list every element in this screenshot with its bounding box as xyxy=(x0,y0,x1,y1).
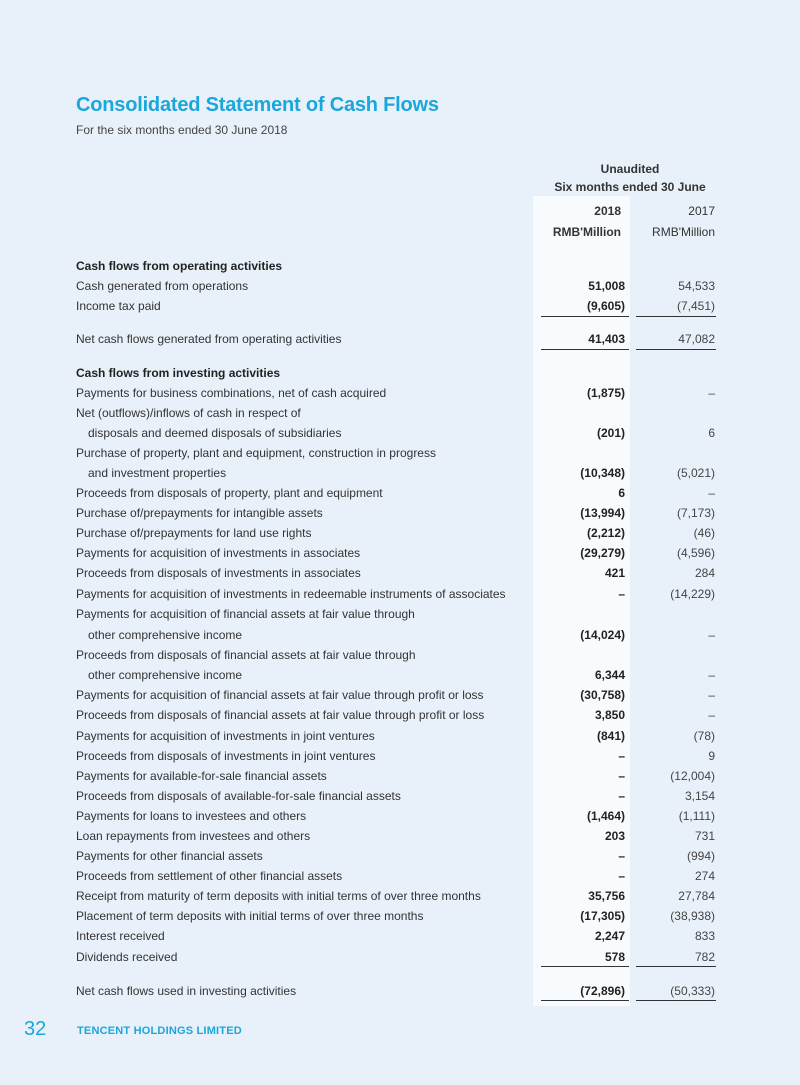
row-label: Purchase of property, plant and equipment, construction in progress xyxy=(76,446,436,460)
value-2017: 27,784 xyxy=(678,889,715,903)
row-label: Dividends received xyxy=(76,950,178,964)
value-2017: (78) xyxy=(693,729,715,743)
value-2018: 203 xyxy=(604,829,625,843)
table-row xyxy=(0,648,800,668)
table-row xyxy=(0,406,800,426)
year-2017-header: 2017 xyxy=(688,204,715,218)
value-2017: 6 xyxy=(708,426,715,440)
table-row xyxy=(0,789,800,809)
unit-2017-header: RMB'Million xyxy=(652,225,715,239)
value-2018: 41,403 xyxy=(588,332,625,346)
value-2017: 3,154 xyxy=(684,789,715,803)
table-row xyxy=(0,486,800,506)
table-row xyxy=(0,386,800,406)
value-2017: – xyxy=(708,628,715,642)
page-title: Consolidated Statement of Cash Flows xyxy=(76,94,439,116)
row-label: Purchase of/prepayments for intangible assets xyxy=(76,506,323,520)
table-row xyxy=(0,466,800,486)
value-2018: 3,850 xyxy=(594,708,625,722)
value-2017: (7,173) xyxy=(676,506,715,520)
value-2018: – xyxy=(618,869,625,883)
subtotal-rule-2017 xyxy=(636,1000,716,1001)
section-heading-row xyxy=(0,259,800,279)
period-header: Six months ended 30 June xyxy=(554,180,706,194)
section-heading-row xyxy=(0,366,800,386)
value-2018: (72,896) xyxy=(580,984,625,998)
row-label: Proceeds from disposals of investments in associates xyxy=(76,566,361,580)
value-2018: (29,279) xyxy=(580,546,625,560)
value-2018: 35,756 xyxy=(588,889,625,903)
value-2018: (30,758) xyxy=(580,688,625,702)
value-2017: 731 xyxy=(694,829,715,843)
value-2018: 6 xyxy=(618,486,625,500)
row-label: Net cash flows used in investing activities xyxy=(76,984,297,998)
subtotal-rule-2018 xyxy=(541,349,629,350)
table-row xyxy=(0,950,800,970)
row-label: Payments for acquisition of financial assets at fair value through xyxy=(76,607,415,621)
value-2018: 6,344 xyxy=(594,668,625,682)
value-2017: (5,021) xyxy=(676,466,715,480)
row-label: Proceeds from disposals of available-for-sale financial assets xyxy=(76,789,401,803)
row-label: Proceeds from disposals of investments in joint ventures xyxy=(76,749,376,763)
table-row xyxy=(0,668,800,688)
row-label: Payments for acquisition of investments in redeemable instruments of associates xyxy=(76,587,506,601)
row-label: Payments for acquisition of investments in joint ventures xyxy=(76,729,375,743)
table-row xyxy=(0,849,800,869)
table-row xyxy=(0,984,800,1004)
row-label: Payments for acquisition of financial assets at fair value through profit or loss xyxy=(76,688,484,702)
row-label: Interest received xyxy=(76,929,165,943)
subtotal-rule-2018 xyxy=(541,316,629,317)
value-2017: 274 xyxy=(694,869,715,883)
value-2018: (14,024) xyxy=(580,628,625,642)
row-label: other comprehensive income xyxy=(88,668,243,682)
row-label: disposals and deemed disposals of subsidiaries xyxy=(88,426,342,440)
table-row xyxy=(0,546,800,566)
table-row xyxy=(0,628,800,648)
year-2018-header: 2018 xyxy=(594,204,621,218)
value-2017: 833 xyxy=(694,929,715,943)
value-2018: 51,008 xyxy=(588,279,625,293)
table-row xyxy=(0,729,800,749)
table-row xyxy=(0,829,800,849)
unaudited-header: Unaudited xyxy=(600,162,660,176)
value-2017: 284 xyxy=(694,566,715,580)
value-2017: 782 xyxy=(694,950,715,964)
row-label: Cash generated from operations xyxy=(76,279,249,293)
table-row xyxy=(0,809,800,829)
table-row xyxy=(0,607,800,627)
value-2018: (17,305) xyxy=(580,909,625,923)
row-label: Payments for available-for-sale financial assets xyxy=(76,769,327,783)
table-row xyxy=(0,909,800,929)
value-2017: – xyxy=(708,386,715,400)
row-label: Payments for other financial assets xyxy=(76,849,263,863)
value-2018: 2,247 xyxy=(594,929,625,943)
value-2017: (4,596) xyxy=(676,546,715,560)
value-2018: (1,875) xyxy=(586,386,625,400)
row-label: Proceeds from disposals of financial assets at fair value through profit or loss xyxy=(76,708,485,722)
table-row xyxy=(0,688,800,708)
value-2017: (7,451) xyxy=(676,299,715,313)
value-2017: (14,229) xyxy=(670,587,715,601)
table-row xyxy=(0,869,800,889)
row-label: Payments for business combinations, net of cash acquired xyxy=(76,386,387,400)
company-name: TENCENT HOLDINGS LIMITED xyxy=(77,1025,242,1037)
row-label: Purchase of/prepayments for land use rights xyxy=(76,526,312,540)
row-label: Proceeds from disposals of financial assets at fair value through xyxy=(76,648,416,662)
value-2017: (38,938) xyxy=(670,909,715,923)
value-2018: (2,212) xyxy=(586,526,625,540)
row-label: Payments for acquisition of investments in associates xyxy=(76,546,361,560)
value-2017: 47,082 xyxy=(678,332,715,346)
table-row xyxy=(0,769,800,789)
value-2017: – xyxy=(708,708,715,722)
value-2018: – xyxy=(618,749,625,763)
value-2017: (46) xyxy=(693,526,715,540)
value-2018: (1,464) xyxy=(586,809,625,823)
page-number: 32 xyxy=(24,1018,47,1040)
value-2017: 54,533 xyxy=(678,279,715,293)
value-2018: – xyxy=(618,587,625,601)
subtotal-rule-2017 xyxy=(636,966,716,967)
value-2018: 421 xyxy=(604,566,625,580)
value-2017: (1,111) xyxy=(678,809,715,823)
table-row xyxy=(0,929,800,949)
row-label: Payments for loans to investees and others xyxy=(76,809,307,823)
page-subtitle: For the six months ended 30 June 2018 xyxy=(76,123,288,137)
subtotal-rule-2018 xyxy=(541,966,629,967)
row-label: Loan repayments from investees and others xyxy=(76,829,311,843)
table-row xyxy=(0,889,800,909)
value-2018: (13,994) xyxy=(580,506,625,520)
value-2018: (10,348) xyxy=(580,466,625,480)
value-2017: (50,333) xyxy=(670,984,715,998)
row-label: Cash flows from operating activities xyxy=(76,259,283,273)
value-2018: – xyxy=(618,769,625,783)
value-2018: (841) xyxy=(596,729,625,743)
row-label: Net (outflows)/inflows of cash in respect of xyxy=(76,406,301,420)
value-2017: (994) xyxy=(686,849,715,863)
subtotal-rule-2018 xyxy=(541,1000,629,1001)
value-2017: – xyxy=(708,668,715,682)
table-row xyxy=(0,279,800,299)
table-row xyxy=(0,506,800,526)
value-2017: – xyxy=(708,486,715,500)
row-label: Proceeds from settlement of other financial assets xyxy=(76,869,343,883)
value-2017: – xyxy=(708,688,715,702)
table-row xyxy=(0,749,800,769)
value-2018: – xyxy=(618,849,625,863)
row-label: other comprehensive income xyxy=(88,628,243,642)
unit-2018-header: RMB'Million xyxy=(552,225,621,239)
row-label: Net cash flows generated from operating activities xyxy=(76,332,342,346)
value-2018: 578 xyxy=(604,950,625,964)
table-row xyxy=(0,566,800,586)
row-label: and investment properties xyxy=(88,466,227,480)
value-2018: (9,605) xyxy=(586,299,625,313)
row-label: Proceeds from disposals of property, plant and equipment xyxy=(76,486,383,500)
value-2018: (201) xyxy=(596,426,625,440)
value-2018: – xyxy=(618,789,625,803)
row-label: Receipt from maturity of term deposits with initial terms of over three months xyxy=(76,889,481,903)
row-label: Income tax paid xyxy=(76,299,161,313)
row-label: Cash flows from investing activities xyxy=(76,366,281,380)
table-row xyxy=(0,708,800,728)
table-row xyxy=(0,587,800,607)
table-row xyxy=(0,446,800,466)
row-label: Placement of term deposits with initial terms of over three months xyxy=(76,909,424,923)
subtotal-rule-2017 xyxy=(636,349,716,350)
table-row xyxy=(0,526,800,546)
value-2017: 9 xyxy=(708,749,715,763)
subtotal-rule-2017 xyxy=(636,316,716,317)
value-2017: (12,004) xyxy=(670,769,715,783)
table-row xyxy=(0,426,800,446)
